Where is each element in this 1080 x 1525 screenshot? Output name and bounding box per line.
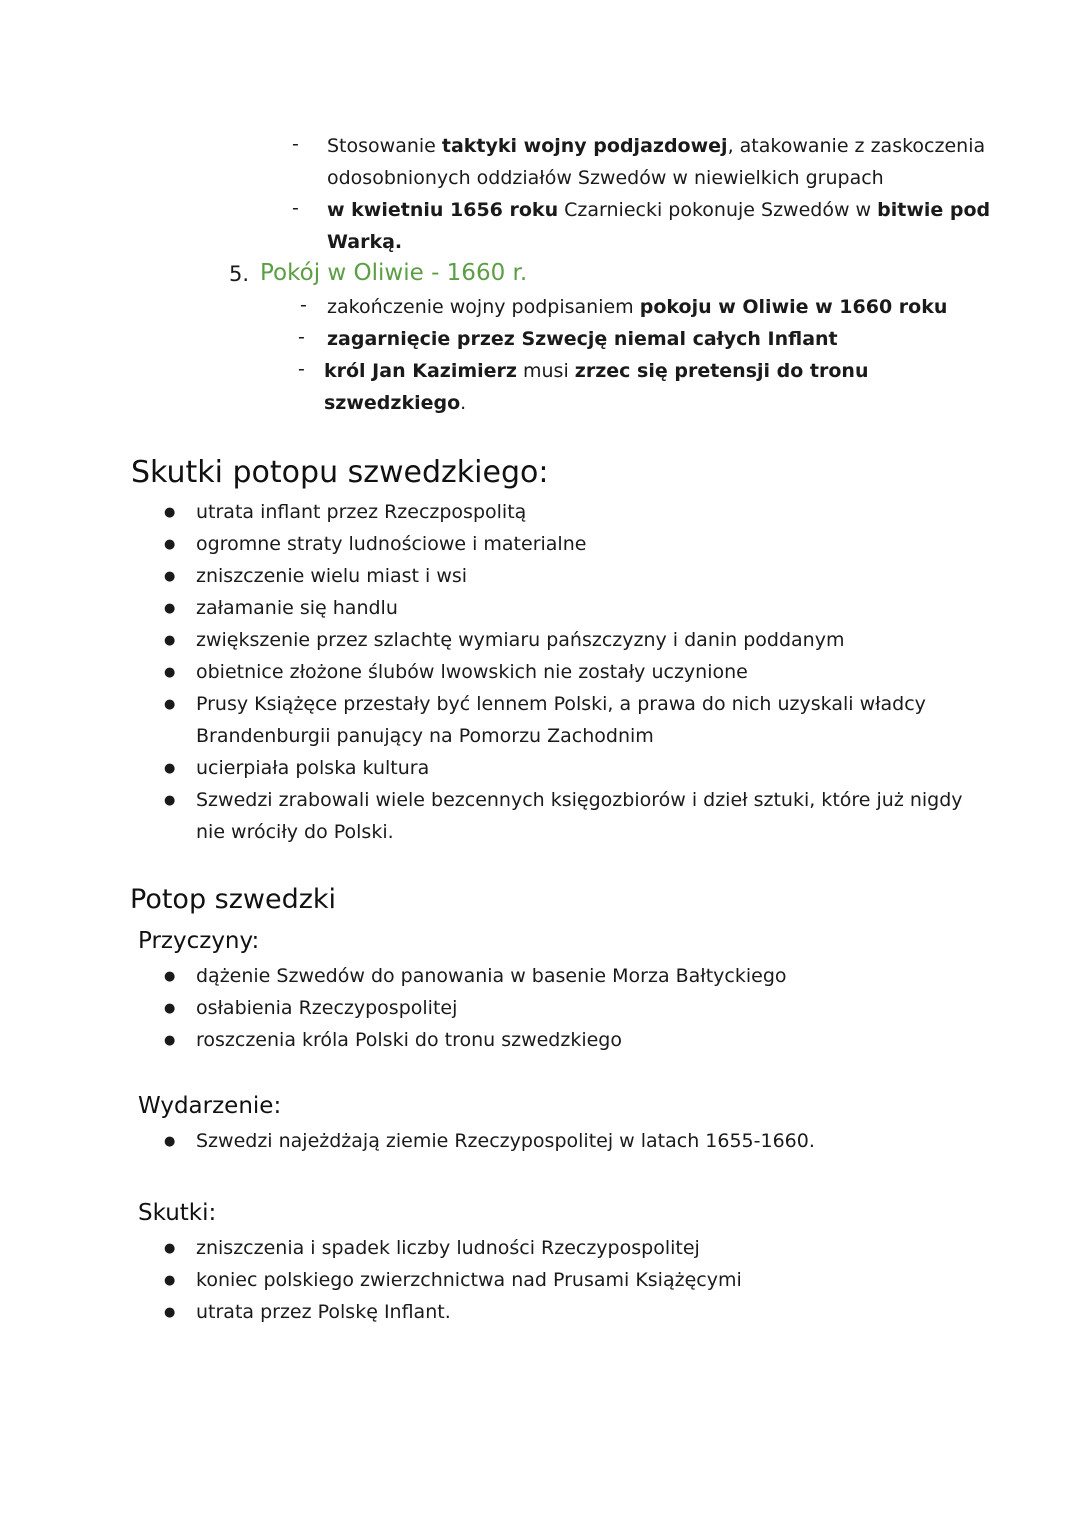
section5-line <box>324 355 868 387</box>
list-item: załamanie się handlu <box>196 597 398 619</box>
list-item: zniszczenia i spadek liczby ludności Rzeczypospolitej <box>196 1237 700 1259</box>
list-item: koniec polskiego zwierzchnictwa nad Prusami Książęcymi <box>196 1269 742 1291</box>
text-segment: , atakowanie z zaskoczenia <box>727 135 986 157</box>
list-item: utrata inflant przez Rzeczpospolitą <box>196 501 527 523</box>
section-number: 5. <box>229 262 250 286</box>
wydarzenie-heading: Wydarzenie: <box>138 1093 282 1119</box>
top-list-line <box>327 194 990 226</box>
section-title: Pokój w Oliwie - 1660 r. <box>260 260 528 286</box>
top-list-line <box>327 226 402 258</box>
bullet-icon: ● <box>164 601 176 616</box>
text-segment: Czarniecki pokonuje Szwedów w <box>558 199 878 221</box>
bullet-icon: ● <box>164 505 176 520</box>
top-list-line <box>327 130 985 162</box>
list-item: Szwedzi najeżdżają ziemie Rzeczypospolitej w latach 1655-1660. <box>196 1130 815 1152</box>
bullet-icon: ● <box>164 761 176 776</box>
skutki-sub-heading: Skutki: <box>138 1200 217 1226</box>
list-item: roszczenia króla Polski do tronu szwedzkiego <box>196 1029 622 1051</box>
list-item: ogromne straty ludnościowe i materialne <box>196 533 587 555</box>
bullet-icon: ● <box>164 793 176 808</box>
list-item: ucierpiała polska kultura <box>196 757 430 779</box>
bold-segment: bitwie pod <box>877 199 991 221</box>
list-item: osłabienia Rzeczypospolitej <box>196 997 458 1019</box>
text-segment: odosobnionych oddziałów Szwedów w niewielkich grupach <box>327 167 884 189</box>
bullet-icon: ● <box>164 1033 176 1048</box>
skutki-heading: Skutki potopu szwedzkiego: <box>131 455 549 490</box>
bold-segment: pokoju w Oliwie w 1660 roku <box>639 296 948 318</box>
bold-segment: zagarnięcie przez Szwecję niemal całych Inflant <box>327 328 838 350</box>
dash-bullet: - <box>292 197 299 219</box>
text-segment: Stosowanie <box>327 135 442 157</box>
list-item: obietnice złożone ślubów lwowskich nie zostały uczynione <box>196 661 748 683</box>
dash-bullet: - <box>298 326 305 348</box>
text-segment: zakończenie wojny podpisaniem <box>327 296 640 318</box>
bold-segment: Warką. <box>327 231 403 253</box>
bullet-icon: ● <box>164 665 176 680</box>
bullet-icon: ● <box>164 1241 176 1256</box>
text-segment: musi <box>516 360 575 382</box>
bullet-icon: ● <box>164 1134 176 1149</box>
bold-segment: król Jan Kazimierz <box>324 360 517 382</box>
bold-segment: zrzec się pretensji do tronu <box>574 360 869 382</box>
section5-line <box>327 323 838 355</box>
bullet-icon: ● <box>164 537 176 552</box>
list-item: zwiększenie przez szlachtę wymiaru pańszczyzny i danin poddanym <box>196 629 845 651</box>
text-segment: . <box>460 392 467 414</box>
dash-bullet: - <box>300 294 307 316</box>
bold-segment: w kwietniu 1656 roku <box>327 199 559 221</box>
bullet-icon: ● <box>164 569 176 584</box>
bold-segment: taktyki wojny podjazdowej <box>441 135 728 157</box>
list-item: dążenie Szwedów do panowania w basenie Morza Bałtyckiego <box>196 965 787 987</box>
list-item: Brandenburgii panujący na Pomorzu Zachodnim <box>196 725 654 747</box>
list-item: utrata przez Polskę Inflant. <box>196 1301 451 1323</box>
section5-line <box>327 291 947 323</box>
list-item: Prusy Książęce przestały być lennem Polski, a prawa do nich uzyskali władcy <box>196 693 926 715</box>
top-list-line <box>327 162 884 194</box>
list-item: nie wróciły do Polski. <box>196 821 394 843</box>
bold-segment: szwedzkiego <box>324 392 461 414</box>
list-item: zniszczenie wielu miast i wsi <box>196 565 468 587</box>
bullet-icon: ● <box>164 1273 176 1288</box>
bullet-icon: ● <box>164 697 176 712</box>
bullet-icon: ● <box>164 633 176 648</box>
dash-bullet: - <box>292 133 299 155</box>
section5-line <box>324 387 466 419</box>
bullet-icon: ● <box>164 1305 176 1320</box>
przyczyny-heading: Przyczyny: <box>138 928 260 954</box>
bullet-icon: ● <box>164 969 176 984</box>
potop-title: Potop szwedzki <box>130 884 337 915</box>
dash-bullet: - <box>298 358 305 380</box>
bullet-icon: ● <box>164 1001 176 1016</box>
list-item: Szwedzi zrabowali wiele bezcennych księgozbiorów i dzieł sztuki, które już nigdy <box>196 789 963 811</box>
